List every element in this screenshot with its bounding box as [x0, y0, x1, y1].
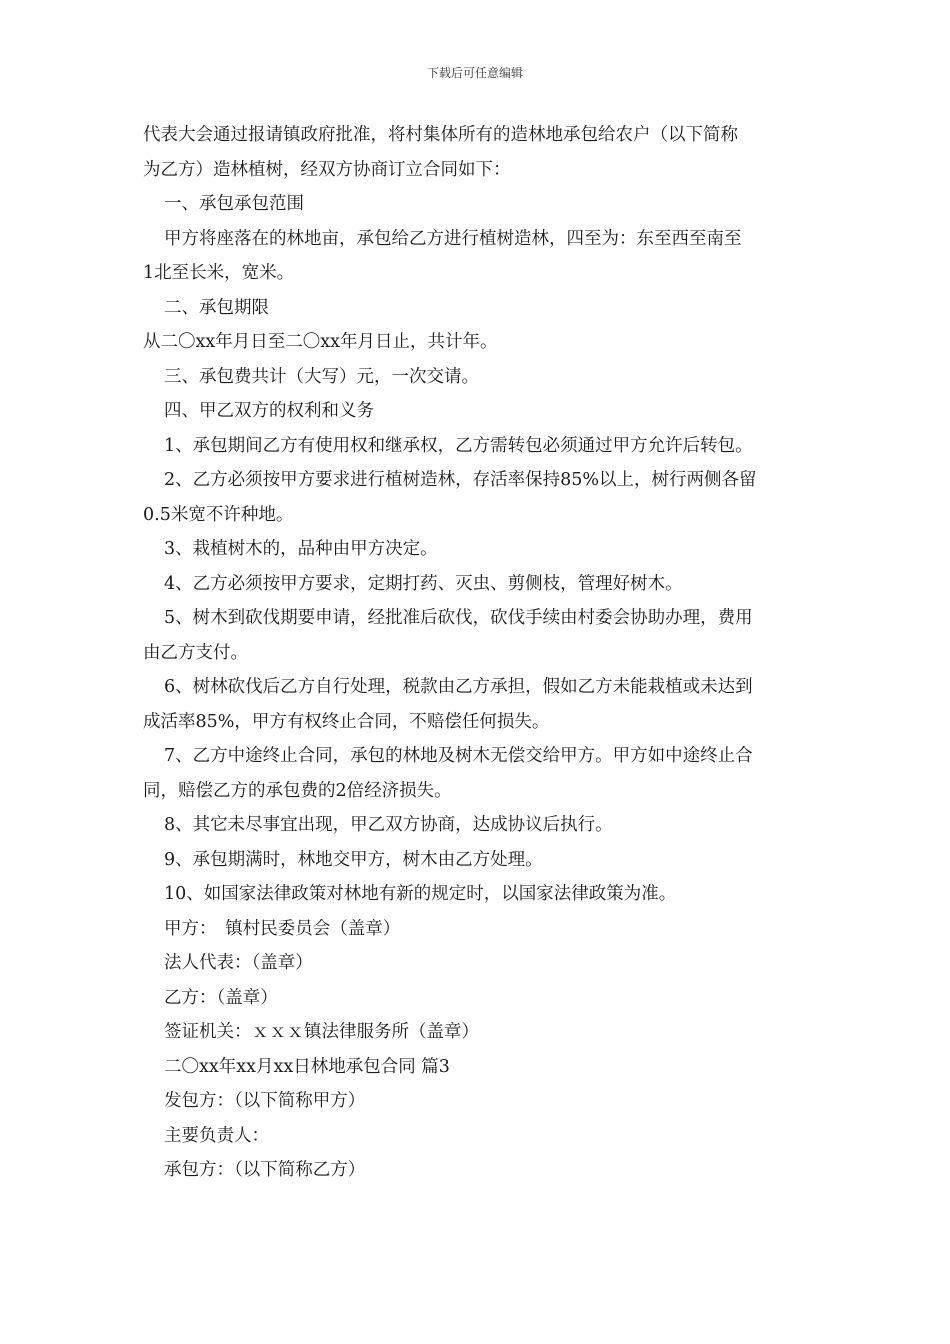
paragraph-line: 10、如国家法律政策对林地有新的规定时，以国家法律政策为准。 — [164, 884, 677, 904]
paragraph-line: 甲方将座落在的林地亩，承包给乙方进行植树造林，四至为：东至西至南至 — [164, 228, 742, 249]
paragraph-line: 4、乙方必须按甲方要求，定期打药、灭虫、剪侧枝，管理好树木。 — [164, 573, 683, 594]
paragraph-line: 代表大会通过报请镇政府批准，将村集体所有的造林地承包给农户（以下简称 — [143, 125, 738, 145]
paragraph-line: 6、树林砍伐后乙方自行处理，税款由乙方承担，假如乙方未能栽植或未达到 — [164, 677, 753, 697]
paragraph-line: 签证机关：ｘｘｘ镇法律服务所（盖章） — [164, 1022, 479, 1042]
paragraph-line: 一、承包承包范围 — [164, 194, 304, 214]
paragraph-line: 乙方：（盖章） — [164, 987, 278, 1008]
paragraph-line: 2、乙方必须按甲方要求进行植树造林，存活率保持85%以上，树行两侧各留 — [164, 470, 757, 490]
paragraph-line: 8、其它未尽事宜出现，甲乙双方协商，达成协议后执行。 — [164, 815, 613, 835]
paragraph-line: 1北至长米，宽米。 — [143, 263, 295, 283]
paragraph-line: 5、树木到砍伐期要申请，经批准后砍伐，砍伐手续由村委会协助办理，费用 — [164, 608, 753, 628]
paragraph-line: 四、甲乙双方的权利和义务 — [164, 401, 374, 421]
paragraph-line: 由乙方支付。 — [143, 642, 248, 663]
paragraph-line: 三、承包费共计（大写）元，一次交请。 — [164, 366, 479, 387]
paragraph-line: 9、承包期满时，林地交甲方，树木由乙方处理。 — [164, 849, 543, 870]
paragraph-line: 0.5米宽不许种地。 — [143, 504, 294, 525]
document-body — [143, 118, 809, 1188]
paragraph-line: 3、栽植树木的，品种由甲方决定。 — [164, 539, 438, 559]
paragraph-line: 7、乙方中途终止合同，承包的林地及树木无偿交给甲方。甲方如中途终止合 — [164, 746, 753, 766]
paragraph-line: 承包方：（以下简称乙方） — [164, 1160, 366, 1180]
paragraph-line: 成活率85%，甲方有权终止合同，不赔偿任何损失。 — [143, 711, 550, 732]
paragraph-line: 二〇xx年xx月xx日林地承包合同 篇3 — [164, 1056, 450, 1077]
paragraph-line: 同，赔偿乙方的承包费的2倍经济损失。 — [143, 780, 452, 801]
paragraph-line: 1、承包期间乙方有使用权和继承权，乙方需转包必须通过甲方允许后转包。 — [164, 435, 753, 456]
paragraph-line: 为乙方）造林植树，经双方协商订立合同如下： — [143, 159, 511, 180]
paragraph-line: 法人代表：（盖章） — [164, 953, 313, 973]
paragraph-line: 从二〇xx年月日至二〇xx年月日止，共计年。 — [143, 332, 498, 352]
paragraph-line: 二、承包期限 — [164, 297, 269, 318]
page-header: 下载后可任意编辑 — [426, 66, 523, 80]
paragraph-line: 甲方： 镇村民委员会（盖章） — [164, 918, 401, 939]
paragraph-line: 主要负责人： — [164, 1125, 269, 1146]
paragraph-line: 发包方：（以下简称甲方） — [164, 1091, 366, 1111]
